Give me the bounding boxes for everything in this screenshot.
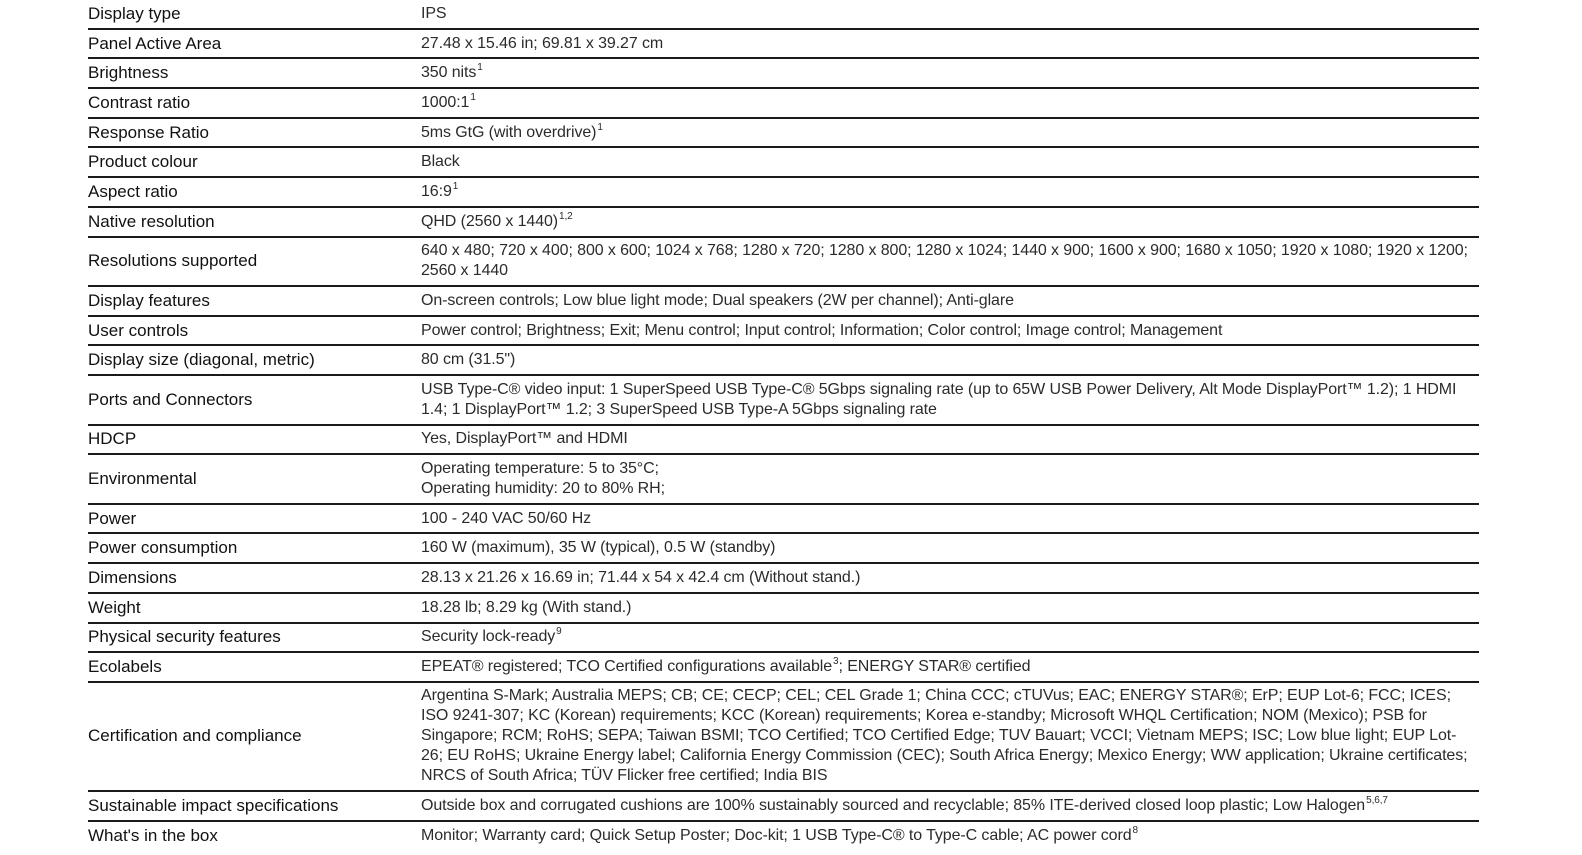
spec-value: $1000:1^1$: [421, 91, 476, 111]
footnote-ref: 9: [556, 626, 562, 638]
spec-row-resolutions-supported: [88, 238, 1479, 288]
footnote-ref: 3: [833, 656, 839, 668]
spec-label: Ecolabels: [88, 657, 162, 677]
footnote-ref: 1: [597, 121, 603, 133]
spec-value: 5ms GtG (with overdrive)$^1$: [421, 121, 603, 141]
spec-row-ecolabels: [88, 653, 1479, 683]
spec-row-display-features: [88, 287, 1479, 317]
spec-row-display-size: [88, 346, 1479, 376]
spec-value: QHD (2560 x 1440)$^{1,2}$: [421, 210, 573, 230]
spec-row-product-colour: [88, 148, 1479, 178]
spec-label: Sustainable impact specifications: [88, 795, 339, 815]
spec-label: Response Ratio: [88, 122, 209, 142]
spec-value: IPS: [421, 4, 447, 22]
spec-label: Display features: [88, 290, 210, 310]
spec-value: 640 x 480; 720 x 400; 800 x 600; 1024 x 768; 1280 x 720; 1280 x 800; 1280 x 1024; 1440 x 900; 1600 x 900; 1680 x 1050; 1920 x 1080; 1920 x 1200; 2560 x 1440: [421, 242, 1468, 280]
spec-label: What's in the box: [88, 826, 218, 846]
spec-row-power-consumption: [88, 534, 1479, 564]
spec-row-user-controls: [88, 317, 1479, 347]
spec-row-hdcp: [88, 426, 1479, 456]
footnote-ref: 1: [470, 91, 476, 103]
spec-value: 27.48 x 15.46 in; 69.81 x 39.27 cm: [421, 34, 664, 52]
spec-label: Resolutions supported: [88, 251, 258, 271]
footnote-ref: 5,6,7: [1366, 794, 1388, 806]
spec-label: Physical security features: [88, 627, 281, 647]
spec-table: [88, 0, 1479, 851]
spec-row-aspect-ratio: [88, 178, 1479, 208]
spec-row-dimensions: [88, 564, 1479, 594]
footnote-ref: 1: [452, 180, 459, 192]
spec-label: Dimensions: [88, 567, 177, 587]
spec-label: Native resolution: [88, 211, 215, 231]
spec-value: EPEAT® registered; TCO Certified configurations available$^3$; ENERGY STAR® certified: [421, 656, 1031, 676]
spec-label: Certification and compliance: [88, 726, 302, 746]
spec-row-power: [88, 505, 1479, 535]
footnote-ref: 8: [1132, 825, 1138, 837]
spec-row-response-ratio: [88, 119, 1479, 149]
spec-label: Brightness: [88, 63, 169, 83]
spec-row-sustainable-impact: [88, 792, 1479, 822]
spec-label: Product colour: [88, 152, 198, 172]
spec-label: User controls: [88, 320, 189, 340]
spec-value: Monitor; Warranty card; Quick Setup Poster; Doc-kit; 1 USB Type-C® to Type-C cable; AC power cord$^8$: [421, 825, 1138, 845]
spec-value: Outside box and corrugated cushions are 100% sustainably sourced and recyclable; 85% ITE-derived closed loop plastic; Low Halogen$^{5,6,7}$: [421, 794, 1388, 814]
spec-value: 28.13 x 21.26 x 16.69 in; 71.44 x 54 x 42.4 cm (Without stand.): [421, 568, 861, 586]
spec-label: Display type: [88, 3, 181, 23]
spec-value: Security lock-ready$^9$: [421, 626, 562, 646]
spec-value: 80 cm (31.5"): [421, 351, 516, 369]
spec-label: Display size (diagonal, metric): [88, 350, 315, 370]
spec-row-panel-active-area: [88, 30, 1479, 60]
spec-value: $16:9^1$: [421, 180, 459, 200]
spec-label: Power consumption: [88, 538, 238, 558]
spec-row-weight: [88, 594, 1479, 624]
spec-value: On-screen controls; Low blue light mode; Dual speakers (2W per channel); Anti-glare: [421, 291, 1014, 309]
spec-label: Ports and Connectors: [88, 389, 253, 409]
spec-label: Aspect ratio: [88, 181, 178, 201]
spec-row-whats-in-the-box: [88, 822, 1479, 852]
spec-label: Weight: [88, 597, 141, 617]
spec-value: 350 nits$^1$: [421, 62, 483, 82]
footnote-ref: 1: [477, 62, 483, 74]
spec-row-certification: [88, 683, 1479, 792]
spec-row-brightness: [88, 59, 1479, 89]
spec-value: 160 W (maximum), 35 W (typical), 0.5 W (standby): [421, 539, 776, 557]
spec-row-native-resolution: [88, 208, 1479, 238]
spec-value: 18.28 lb; 8.29 kg (With stand.): [421, 598, 632, 616]
spec-value: Operating temperature: 5 to 35°C; Operating humidity: 20 to 80% RH;: [421, 460, 665, 497]
spec-label: Panel Active Area: [88, 33, 222, 53]
spec-row-environmental: [88, 455, 1479, 505]
spec-value: Power control; Brightness; Exit; Menu control; Input control; Information; Color control; Image control; Management: [421, 321, 1223, 339]
spec-row-ports-and-connectors: [88, 376, 1479, 426]
spec-value: 100 - 240 VAC 50/60 Hz: [421, 509, 592, 527]
footnote-ref: 1,2: [559, 210, 573, 222]
spec-label: Environmental: [88, 469, 197, 488]
spec-value: Yes, DisplayPort™ and HDMI: [421, 430, 628, 448]
spec-value: Black: [421, 153, 460, 171]
spec-value: Argentina S-Mark; Australia MEPS; CB; CE; CECP; CEL; CEL Grade 1; China CCC; cTUVus; EAC; ENERGY STAR®; ErP; EUP Lot-6; FCC; ICES; ISO 9241-307; KC (Korean) requirements; KCC (Korean) requirements; Korea e-standby; Microsoft WHQL Certification; NOM (Mexico); PSB for Singapore; RCM; RoHS; SEPA; Taiwan BSMI; TCO Certified; TCO Certified Edge; TUV Bauart; VCCI; Vietnam MEPS; ISC; Low blue light; EUP Lot-26; EU RoHS; Ukraine Energy label; California Energy Commission (CEC); South Africa Energy; Mexico Energy; WW application; Ukraine certificates; NRCS of South Africa; TÜV Flicker free certified; India BIS: [421, 687, 1468, 785]
spec-row-contrast-ratio: [88, 89, 1479, 119]
spec-label: Power: [88, 508, 137, 528]
spec-label: Contrast ratio: [88, 92, 191, 112]
spec-row-physical-security: [88, 624, 1479, 654]
spec-label: HDCP: [88, 429, 137, 449]
spec-value: USB Type-C® video input: 1 SuperSpeed USB Type-C® 5Gbps signaling rate (up to 65W USB Power Delivery, Alt Mode DisplayPort™ 1.2); 1 HDMI 1.4; 1 DisplayPort™ 1.2; 3 SuperSpeed USB Type-A 5Gbps signaling rate: [421, 380, 1457, 418]
spec-row-display-type: [88, 0, 1479, 30]
